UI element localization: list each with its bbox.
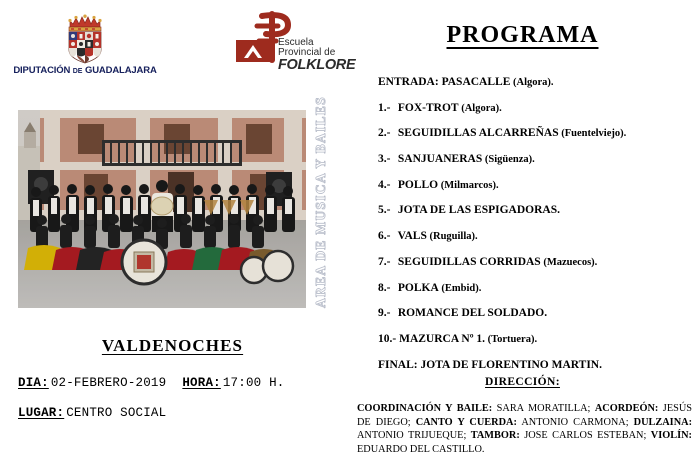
direccion-body (357, 402, 692, 456)
guadalajara-coat-of-arms-icon (10, 12, 160, 64)
event-time-label: HORA: (182, 376, 221, 390)
program-item-title: POLKA (395, 281, 439, 294)
program-item-number: 8.- (378, 281, 391, 294)
program-item-number: 9.- (378, 307, 391, 320)
program-item-place: (Mazuecos). (540, 256, 598, 268)
direccion-name: ANTONIO CARMONA; (516, 416, 629, 428)
program-item-title: POLLO (395, 178, 439, 191)
program-item-number: ENTRADA: (378, 76, 439, 88)
direccion-title: DIRECCIÓN: (485, 376, 560, 388)
program-item (378, 308, 694, 320)
event-place-label: LUGAR: (18, 406, 65, 420)
event-date-value: 02-FEBRERO-2019 (50, 376, 167, 390)
direccion-role: DULZAINA: (633, 416, 692, 428)
program-item (378, 283, 694, 295)
program-item-place: (Fuentelviejo). (558, 128, 627, 140)
program-item-place: (Algora). (510, 77, 554, 88)
diputacion-label (10, 65, 160, 76)
program-item (378, 154, 694, 166)
program-item-place: (Ruguilla). (426, 231, 478, 243)
program-item-number: 5.- (378, 204, 391, 217)
program-list (378, 77, 694, 371)
folklore-line2: Provincial de (278, 47, 336, 59)
program-item-number: 6.- (378, 230, 391, 243)
direccion-block (345, 376, 700, 456)
program-item-place: (Milmarcos). (438, 179, 499, 191)
event-date-time-line (18, 376, 345, 390)
direccion-role: CANTO Y CUERDA: (415, 416, 517, 428)
side-vertical-text: AREA DE MUSICA Y BAILES (313, 96, 328, 308)
program-item-number: 10.- (378, 332, 397, 345)
program-item-place: (Algora). (458, 102, 502, 114)
program-item-place: (Tortuera). (484, 333, 538, 345)
event-block (0, 336, 345, 436)
program-item-place: (Embid). (438, 282, 482, 294)
diputacion-logo (10, 12, 160, 76)
program-item (378, 180, 694, 192)
direccion-role: TAMBOR: (470, 430, 520, 442)
group-photo (18, 110, 306, 308)
direccion-role: COORDINACIÓN Y BAILE: (357, 403, 493, 414)
event-title: VALDENOCHES (101, 336, 244, 355)
program-item (378, 128, 694, 140)
direccion-name: SARA MORATILLA; (492, 403, 591, 414)
program-item-title: JOTA DE FLORENTINO MARTIN. (417, 358, 602, 371)
folklore-logo (232, 10, 356, 86)
program-item-title: SANJUANERAS (395, 153, 483, 166)
direccion-name: JESÚS DE DIEGO; (357, 403, 692, 428)
direccion-role: ACORDEÓN: (594, 403, 659, 414)
program-item (378, 205, 694, 217)
direccion-name: ANTONIO TRIJUEQUE; (357, 430, 467, 442)
folklore-line3: FOLKLORE (278, 57, 356, 74)
program-item-title: SEGUIDILLAS CORRIDAS (395, 255, 541, 268)
program-item-title: PASACALLE (438, 76, 511, 88)
folklore-wordmark (278, 38, 355, 73)
program-item-number: 3.- (378, 153, 391, 166)
event-place-line (18, 406, 345, 420)
logo-row (0, 8, 356, 86)
event-time-value: 17:00 H. (222, 376, 285, 390)
program-item (378, 231, 694, 243)
program-item-place: (Sigüenza). (482, 154, 535, 166)
program-item-number: FINAL: (378, 358, 418, 371)
program-item (378, 360, 694, 372)
program-item-title: JOTA DE LAS ESPIGADORAS. (395, 204, 560, 217)
program-item-title: ROMANCE DEL SOLDADO. (395, 307, 548, 320)
program-item (378, 257, 694, 269)
folklore-line1: Escuela (278, 37, 314, 48)
diputacion-label-part2: GUADALAJARA (84, 65, 157, 76)
diputacion-label-part1: DIPUTACIÓN (13, 65, 71, 76)
program-item-number: 7.- (378, 255, 391, 268)
right-column (345, 0, 700, 472)
program-item-title: SEGUIDILLAS ALCARREÑAS (395, 127, 559, 140)
program-item-title: FOX-TROT (395, 101, 459, 114)
diputacion-label-de: DE (72, 68, 83, 75)
event-date-label: DIA: (18, 376, 49, 390)
program-title: PROGRAMA (446, 22, 599, 48)
program-item-number: 1.- (378, 101, 391, 114)
direccion-role: VIOLÍN: (650, 430, 692, 442)
program-item-title: VALS (395, 230, 427, 243)
program-item-number: 4.- (378, 178, 391, 191)
program-item (378, 334, 694, 346)
program-item-number: 2.- (378, 127, 391, 140)
program-item (378, 103, 694, 115)
program-item (378, 77, 694, 89)
program-item-title: MAZURCA Nº 1. (396, 332, 485, 345)
direccion-name: JOSE CARLOS ESTEBAN; (519, 430, 647, 442)
event-place-value: CENTRO SOCIAL (66, 406, 167, 420)
direccion-name: EDUARDO DEL CASTILLO. (357, 443, 485, 455)
